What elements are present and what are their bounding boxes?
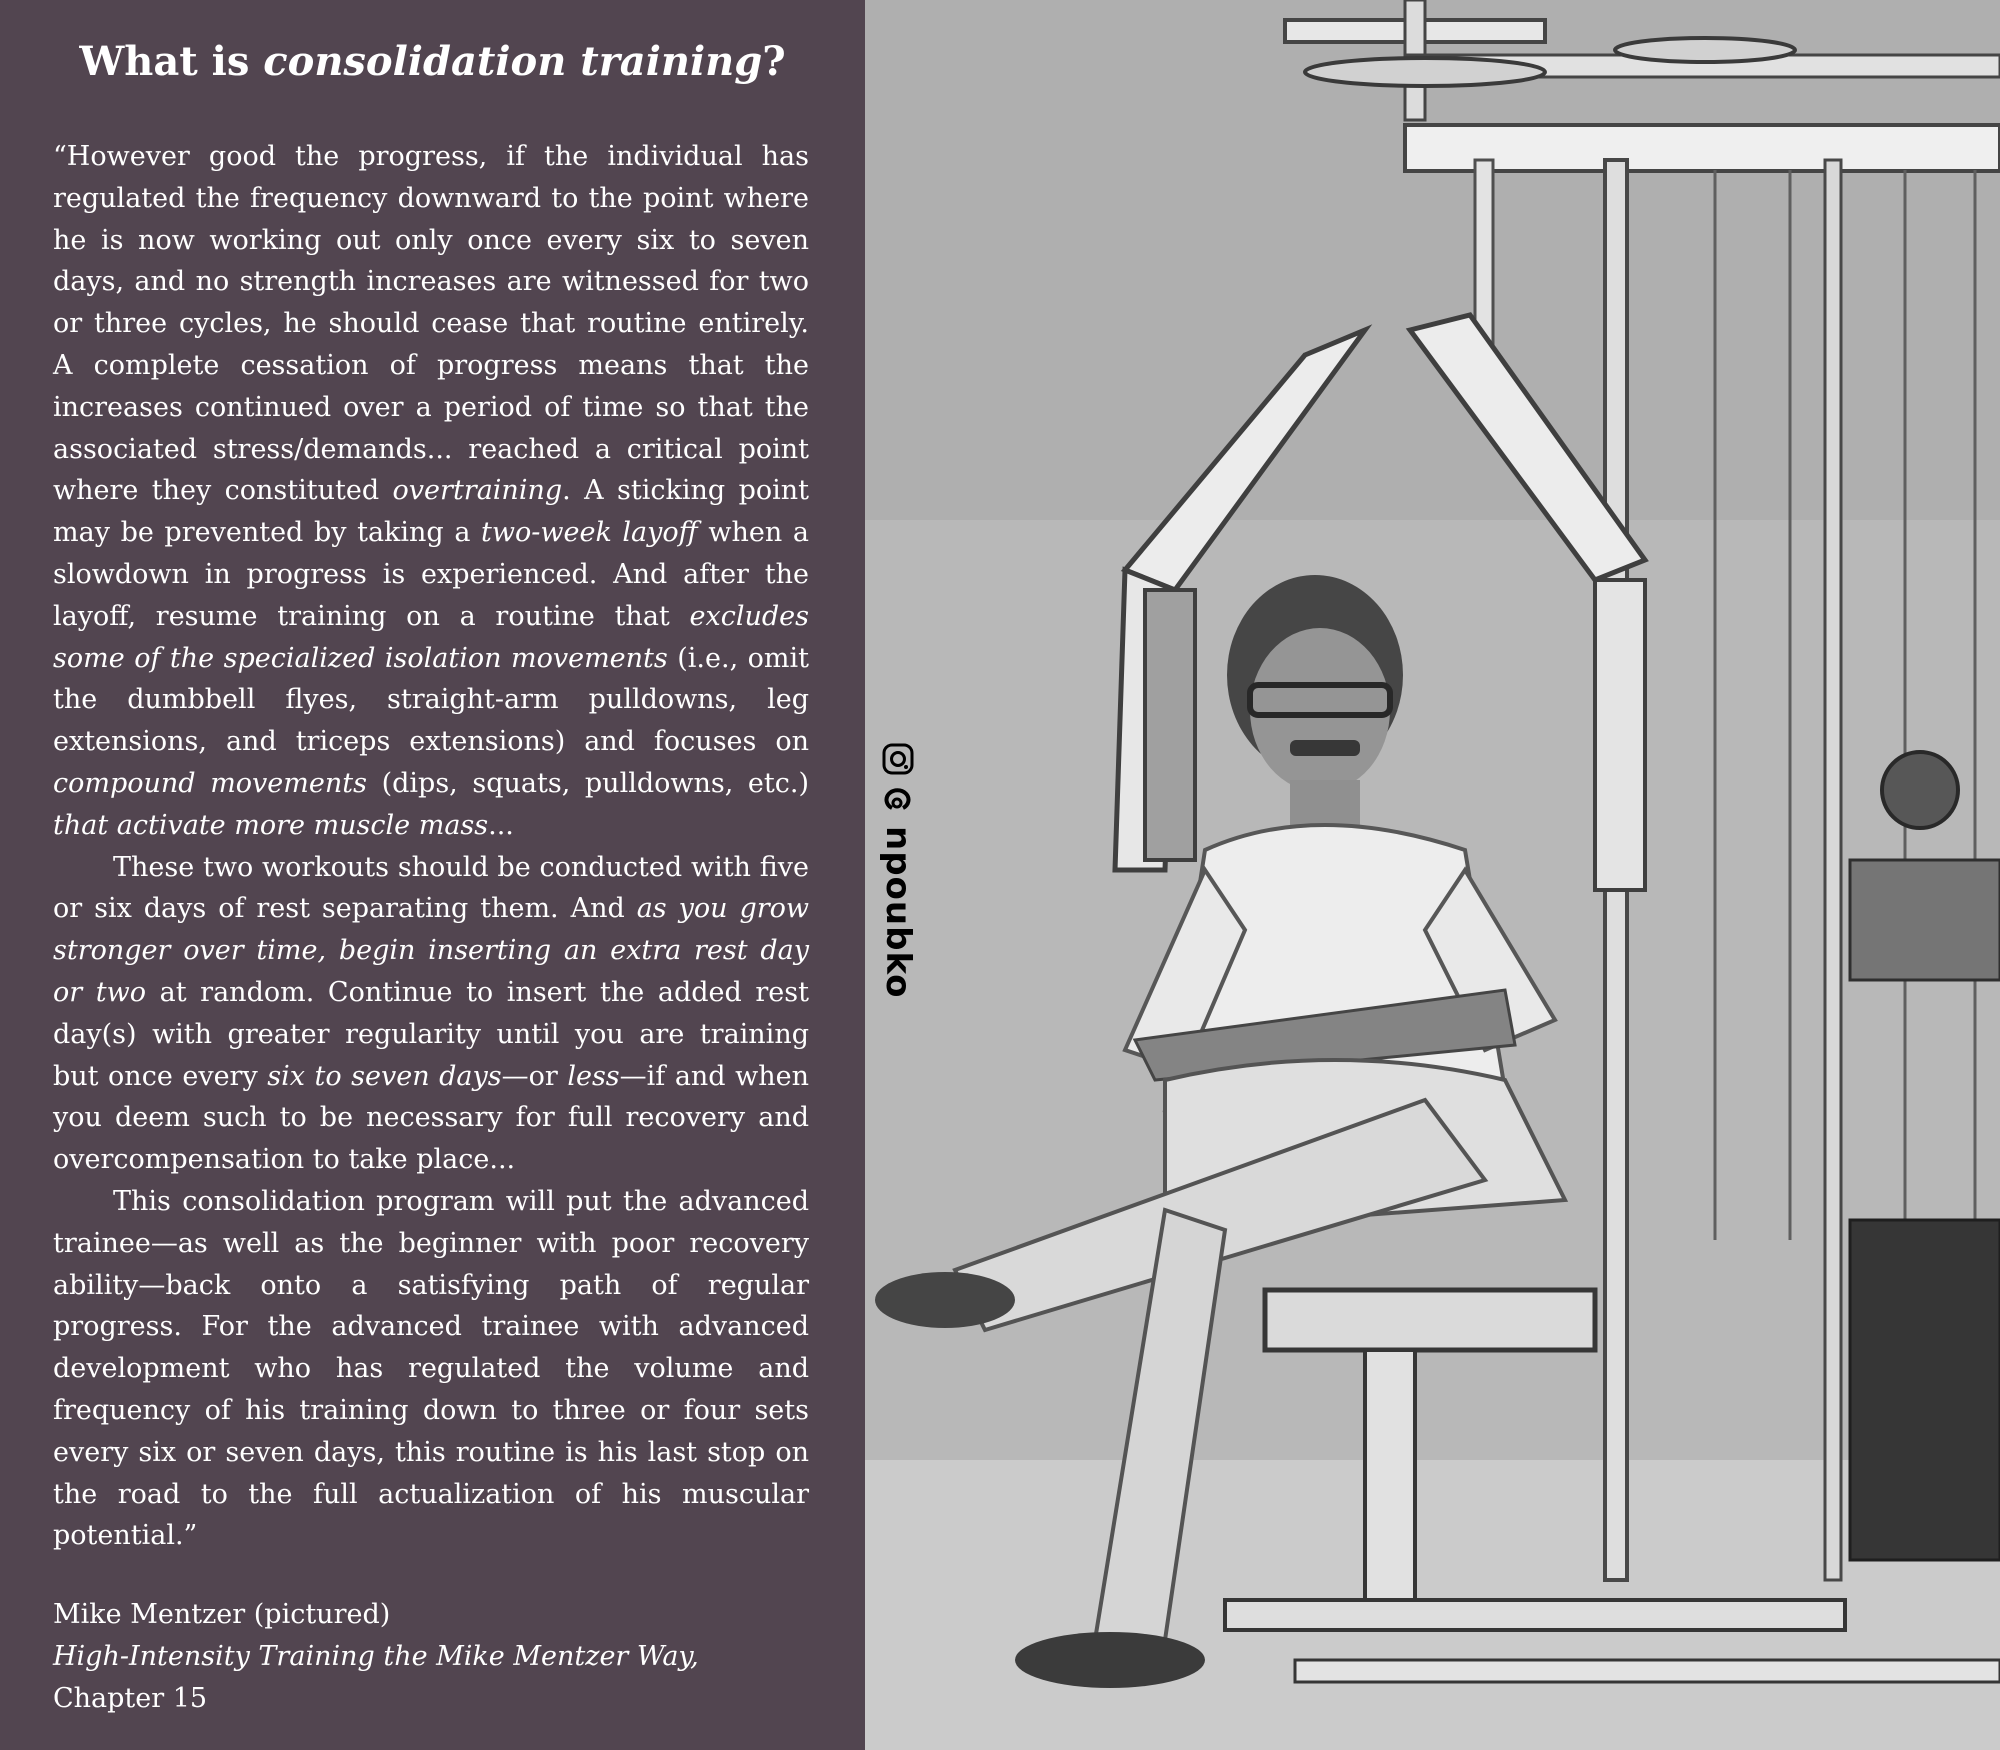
attribution-chapter: Chapter 15	[53, 1682, 208, 1714]
quote-paragraph-1: “However good the progress, if the individual has regulated the frequency downward to the point where he is now working out only once every six to seven days, and no strength increases are witnessed for two or three cycles, he should cease that routine entirely. A complete cessation of progress means that the increases continued over a period of time so that the associated stress/demands... reached a critical point where they constituted overtraining. A sticking point may be prevented by taking a two-week layoff when a slowdown in progress is experienced. And after the layoff, resume training on a routine that excludes some of the specialized isolation movements (i.e., omit the dumbbell flyes, straight-arm pulldowns, leg extensions, and triceps extensions) and focuses on compound movements (dips, squats, pulldowns, etc.) that activate more muscle mass...	[53, 141, 810, 841]
quote-body	[53, 136, 809, 1557]
watermark-handle: npoubko	[878, 826, 918, 999]
threads-icon	[881, 784, 915, 818]
title-prefix: What is	[79, 38, 264, 85]
title-emphasis: consolidation training	[263, 38, 763, 85]
instagram-icon	[881, 742, 915, 776]
photo-haze	[865, 0, 2000, 1750]
page-title	[40, 36, 825, 88]
quote-paragraph-3: This consolidation program will put the advanced trainee—as well as the beginner with poor recovery ability—back onto a satisfying path of regular progress. For the advanced trainee with advanced development who has regulated the volume and frequency of his training down to three or four sets every six or seven days, this routine is his last stop on the road to the full actualization of his muscular potential.”	[53, 1185, 809, 1552]
title-suffix: ?	[762, 38, 786, 85]
attribution-author: Mike Mentzer (pictured)	[53, 1599, 391, 1630]
social-watermark	[878, 742, 918, 1012]
photo-panel	[865, 0, 2000, 1750]
attribution	[53, 1594, 809, 1719]
quote-panel	[0, 0, 865, 1750]
gym-photo	[865, 0, 2000, 1750]
attribution-book: High-Intensity Training the Mike Mentzer Way,	[53, 1640, 699, 1672]
quote-paragraph-2: These two workouts should be conducted with five or six days of rest separating them. And as you grow stronger over time, begin inserting an extra rest day or two at random. Continue to insert the added rest day(s) with greater regularity until you are training but once every six to seven days—or less—if and when you deem such to be necessary for full recovery and overcompensation to take place...	[53, 851, 809, 1176]
